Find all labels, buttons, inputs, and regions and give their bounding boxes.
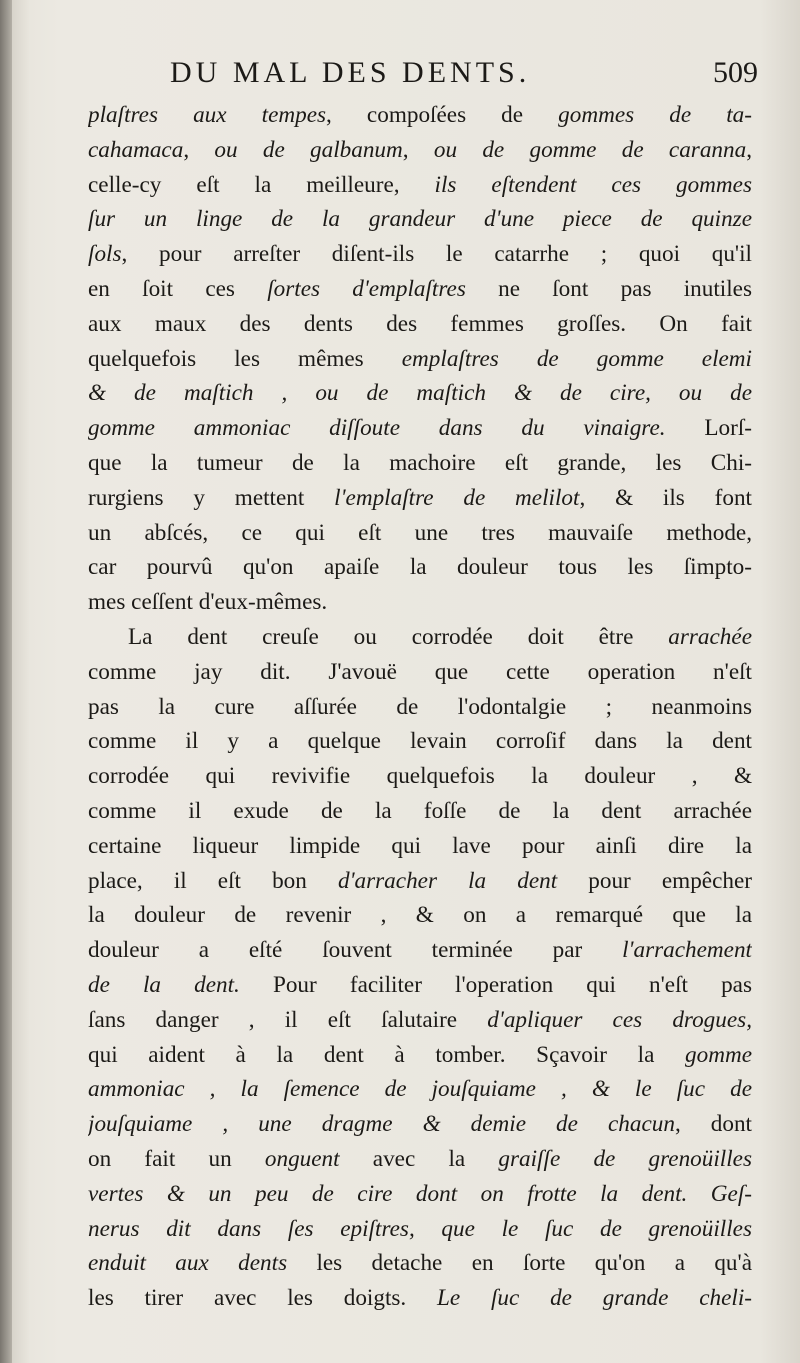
text-line [88, 1003, 752, 1038]
text-line [88, 411, 752, 446]
text-run: pas la cure aſſurée de l'odontalgie ; neanmoins [88, 693, 752, 720]
italic-text-run: d'arracher la dent [337, 867, 558, 894]
text-line [88, 620, 752, 655]
text-line [88, 1281, 752, 1316]
text-run: place, il eſt bon [88, 867, 338, 894]
text-run: qui aident à la dent à tomber. Sçavoir la [88, 1041, 686, 1068]
text-line [88, 1072, 752, 1107]
italic-text-run: gomme [685, 1041, 752, 1068]
text-line [88, 481, 752, 516]
text-line [88, 237, 752, 272]
text-line [88, 1107, 752, 1142]
text-line [88, 550, 752, 585]
italic-text-run: ils eſtendent ces gommes [434, 171, 752, 198]
page-number: 509 [713, 56, 758, 89]
text-run: , pour arreſter diſent-ils le catarrhe ; quoi qu'il [121, 241, 752, 268]
italic-text-run: plaſtres aux tempes [88, 102, 327, 128]
italic-text-run: ſols [88, 241, 122, 268]
page-header [88, 56, 758, 96]
text-line [88, 1177, 752, 1212]
text-line [88, 1142, 752, 1177]
text-line [88, 1038, 752, 1073]
text-run: pour empêcher [557, 867, 752, 894]
text-run: ſans danger , il eſt ſalutaire [88, 1006, 488, 1033]
text-run: comme il exude de la foſſe de la dent arrachée [88, 797, 752, 824]
text-run: corrodée qui revivifie quelquefois la douleur , & [88, 763, 752, 790]
text-run: douleur a eſté ſouvent terminée par [88, 937, 623, 964]
text-run: , [183, 136, 215, 163]
text-run: , dont [674, 1111, 752, 1138]
italic-text-run: gomme ammoniac diſſoute dans du vinaigre. [88, 415, 666, 442]
italic-text-run: ou de gomme de caranna [433, 136, 747, 163]
text-run: mes ceſſent d'eux-mêmes. [88, 589, 328, 616]
text-line [88, 829, 752, 864]
running-title: DU MAL DES DENTS. [170, 56, 531, 89]
text-line [88, 585, 752, 620]
text-line [88, 724, 752, 759]
text-line [88, 307, 752, 342]
italic-text-run: jouſquiame , une dragme & demie de chacun [88, 1111, 675, 1138]
body-text [88, 98, 752, 1316]
text-line [88, 342, 752, 377]
text-run: ne ſont pas inutiles [465, 275, 752, 302]
text-line [88, 376, 752, 411]
book-spine-shadow [0, 0, 12, 1363]
text-run: comme jay dit. J'avouë que cette operation n'eſt [88, 658, 752, 685]
text-run: un abſcés, ce qui eſt une tres mauvaiſe methode, [88, 519, 752, 546]
text-line [88, 98, 752, 133]
text-line [88, 168, 752, 203]
text-line [88, 898, 752, 933]
text-run: on fait un [88, 1145, 265, 1172]
italic-text-run: Le ſuc de grande cheli- [437, 1285, 752, 1312]
text-line [88, 1212, 752, 1247]
italic-text-run: ſur un linge de la grandeur d'une piece de quinze [88, 206, 752, 233]
italic-text-run: vertes & un peu de cire dont on frotte la dent. Geſ- [88, 1180, 752, 1207]
italic-text-run: graiſſe de grenoüilles [498, 1145, 752, 1172]
italic-text-run: de la dent. [88, 971, 240, 998]
italic-text-run: & de maſtich , ou de maſtich & de cire, ou de [88, 380, 752, 407]
text-run: aux maux des dents des femmes groſſes. On fait [88, 310, 752, 337]
text-run: la douleur de revenir , & on a remarqué que la [88, 902, 752, 929]
text-line [88, 272, 752, 307]
text-line [88, 133, 752, 168]
italic-text-run: gommes de ta- [558, 102, 752, 128]
italic-text-run: ou de galbanum [214, 136, 403, 163]
text-run: La dent creuſe ou corrodée doit être [128, 623, 669, 650]
italic-text-run: l'emplaſtre de melilot [334, 484, 580, 511]
text-line [88, 794, 752, 829]
text-run: en ſoit ces [88, 275, 268, 302]
text-run: car pourvû qu'on apaiſe la douleur tous les ſimpto- [88, 554, 752, 581]
italic-text-run: enduit aux dents [88, 1250, 288, 1277]
text-run: , [402, 136, 434, 163]
text-run: que la tumeur de la machoire eſt grande, les Chi- [88, 449, 752, 476]
text-line [88, 655, 752, 690]
text-run: les detache en ſorte qu'on a qu'à [287, 1250, 752, 1277]
text-run: , [746, 136, 752, 163]
text-line [88, 933, 752, 968]
italic-text-run: nerus dit dans ſes epiſtres, que le ſuc de grenoüilles [88, 1215, 752, 1242]
text-run: , & ils font [579, 484, 752, 511]
italic-text-run: emplaſtres de gomme elemi [401, 345, 752, 372]
text-run: , compoſées de [326, 102, 559, 128]
text-line [88, 446, 752, 481]
text-run: quelquefois les mêmes [88, 345, 402, 372]
text-run: Lorſ- [665, 415, 752, 442]
text-line [88, 1246, 752, 1281]
text-run: les tirer avec les doigts. [88, 1285, 437, 1312]
italic-text-run: onguent [264, 1145, 340, 1172]
italic-text-run: cahamaca [88, 136, 184, 163]
text-line [88, 968, 752, 1003]
text-run: celle-cy eſt la meilleure, [88, 171, 435, 198]
italic-text-run: ammoniac , la ſemence de jouſquiame , & le ſuc de [88, 1076, 752, 1103]
italic-text-run: l'arrachement [622, 937, 752, 964]
text-run: avec la [339, 1145, 499, 1172]
italic-text-run: arrachée [668, 623, 752, 650]
text-run: rurgiens y mettent [88, 484, 335, 511]
text-run: comme il y a quelque levain corroſif dans la dent [88, 728, 752, 755]
text-run: certaine liqueur limpide qui lave pour ainſi dire la [88, 832, 752, 859]
text-line [88, 202, 752, 237]
text-run: Pour faciliter l'operation qui n'eſt pas [239, 971, 752, 998]
italic-text-run: ſortes d'emplaſtres [267, 275, 466, 302]
text-line [88, 759, 752, 794]
text-line [88, 690, 752, 725]
italic-text-run: d'apliquer ces drogues, [487, 1006, 752, 1033]
text-line [88, 516, 752, 551]
text-line [88, 864, 752, 899]
